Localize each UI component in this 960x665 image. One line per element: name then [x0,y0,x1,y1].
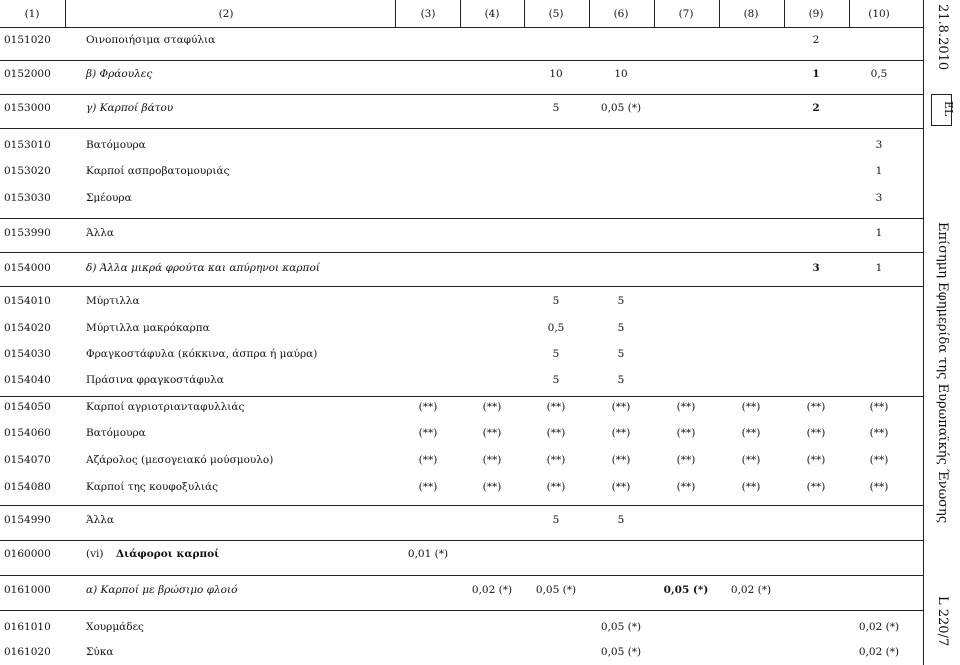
row-value-c6: 5 [617,348,625,360]
row-value-c6: 5 [617,514,625,526]
header-col-7: (7) [678,8,694,20]
row-value-c9: (**) [806,427,826,439]
row-value-c6: 10 [614,68,628,80]
journal-title: Επίσημη Εφημερίδα της Ευρωπαϊκής Ένωσης [934,222,950,524]
row-value-c6: 0,05 (*) [600,646,642,658]
row-value-c5: (**) [546,454,566,466]
row-name: Μύρτιλλα [86,295,140,307]
row-value-c5: 5 [552,374,560,386]
row-code: 0153020 [4,165,51,177]
row-value-c6: 0,05 (*) [600,102,642,114]
row-name: β) Φράουλες [86,68,153,80]
row-separator [0,128,923,129]
row-code: 0154000 [4,262,51,274]
row-separator [0,60,923,61]
row-code: 0160000 [4,548,51,560]
row-value-c10: 0,02 (*) [858,646,900,658]
row-value-c3: (**) [418,401,438,413]
row-name: δ) Άλλα μικρά φρούτα και απύρηνοι καρποί [86,262,320,274]
row-name: Βατόμουρα [86,139,146,151]
row-value-c5: (**) [546,401,566,413]
row-separator [0,286,923,287]
row-separator [0,575,923,576]
row-code: 0154060 [4,427,51,439]
row-value-c9: 2 [812,102,820,114]
row-separator [0,505,923,506]
row-value-c10: 1 [875,227,883,239]
row-value-c5: 5 [552,514,560,526]
row-value-c6: (**) [611,454,631,466]
row-value-c9: (**) [806,481,826,493]
header-col-6: (6) [613,8,629,20]
header-col-1: (1) [24,8,40,20]
row-value-c3: (**) [418,454,438,466]
row-code: 0154030 [4,348,51,360]
header-col-8: (8) [743,8,759,20]
row-value-c3: 0,01 (*) [407,548,449,560]
row-name: Καρποί αγριοτριανταφυλλιάς [86,401,245,413]
row-value-c10: 0,5 [870,68,888,80]
row-value-c5: 5 [552,348,560,360]
row-value-c4: (**) [482,481,502,493]
row-value-c8: 0,02 (*) [730,584,772,596]
row-code: 0153010 [4,139,51,151]
row-value-c5: 5 [552,295,560,307]
row-name: Σύκα [86,646,114,658]
row-value-c5: (**) [546,427,566,439]
row-value-c6: 5 [617,295,625,307]
table-header [0,0,923,28]
row-value-c7: (**) [676,427,696,439]
row-code: 0153000 [4,102,51,114]
row-code: 0154080 [4,481,51,493]
row-value-c8: (**) [741,401,761,413]
row-value-c9: 3 [812,262,820,274]
header-col-9: (9) [808,8,824,20]
row-value-c3: (**) [418,481,438,493]
row-code: 0161010 [4,621,51,633]
row-name: Οινοποιήσιμα σταφύλια [86,34,216,46]
row-separator [0,252,923,253]
row-name: Καρποί της κουφοξυλιάς [86,481,218,493]
row-code: 0152000 [4,68,51,80]
row-code: 0154020 [4,322,51,334]
row-value-c10: 0,02 (*) [858,621,900,633]
row-value-c6: 0,05 (*) [600,621,642,633]
row-value-c4: 0,02 (*) [471,584,513,596]
page-side-margin [923,0,960,665]
row-value-c5: (**) [546,481,566,493]
row-name: Άλλα [86,514,114,526]
row-name: Άλλα [86,227,114,239]
row-value-c6: (**) [611,427,631,439]
row-value-c4: (**) [482,454,502,466]
row-value-c3: (**) [418,427,438,439]
row-value-c6: (**) [611,401,631,413]
row-value-c10: 3 [875,139,883,151]
row-value-c10: (**) [869,454,889,466]
row-code: 0154990 [4,514,51,526]
row-value-c7: (**) [676,401,696,413]
row-name: γ) Καρποί βάτου [86,102,174,114]
language-box [931,94,955,126]
header-col-2: (2) [218,8,234,20]
row-code: 0154010 [4,295,51,307]
row-code: 0153990 [4,227,51,239]
row-code: 0151020 [4,34,51,46]
row-name-prefix: (vi) [86,548,104,560]
row-name: Διάφοροι καρποί [116,548,220,560]
row-code: 0161020 [4,646,51,658]
language-code: EL [941,101,955,117]
row-code: 0153030 [4,192,51,204]
row-value-c6: 5 [617,374,625,386]
row-code: 0154070 [4,454,51,466]
row-separator [0,610,923,611]
row-name: Σμέουρα [86,192,132,204]
row-name: Μύρτιλλα μακρόκαρπα [86,322,210,334]
row-value-c10: (**) [869,481,889,493]
header-col-3: (3) [420,8,436,20]
header-col-5: (5) [548,8,564,20]
row-value-c6: (**) [611,481,631,493]
row-value-c7: (**) [676,454,696,466]
row-code: 0154050 [4,401,51,413]
row-separator [0,94,923,95]
header-col-4: (4) [484,8,500,20]
row-value-c9: 2 [812,34,820,46]
row-value-c9: 1 [812,68,820,80]
row-value-c5: 10 [549,68,563,80]
row-value-c5: 5 [552,102,560,114]
row-value-c7: (**) [676,481,696,493]
row-name: Πράσινα φραγκοστάφυλα [86,374,224,386]
journal-date: 21.8.2010 [934,4,950,71]
row-value-c10: (**) [869,401,889,413]
header-col-10: (10) [868,8,890,20]
row-separator [0,218,923,219]
row-value-c8: (**) [741,454,761,466]
row-name: Βατόμουρα [86,427,146,439]
row-separator [0,396,923,397]
row-value-c9: (**) [806,454,826,466]
row-value-c4: (**) [482,427,502,439]
row-code: 0154040 [4,374,51,386]
row-value-c10: 1 [875,262,883,274]
row-code: 0161000 [4,584,51,596]
row-value-c5: 0,05 (*) [535,584,577,596]
row-value-c8: (**) [741,481,761,493]
row-value-c10: 1 [875,165,883,177]
row-name: Αζάρολος (μεσογειακό μούσμουλο) [86,454,274,466]
row-name: Φραγκοστάφυλα (κόκκινα, άσπρα ή μαύρα) [86,348,318,360]
row-value-c10: 3 [875,192,883,204]
row-value-c7: 0,05 (*) [663,584,709,596]
row-name: Καρποί ασπροβατομουριάς [86,165,230,177]
row-name: Χουρμάδες [86,621,144,633]
row-value-c4: (**) [482,401,502,413]
page-number: L 220/7 [934,596,950,647]
row-value-c8: (**) [741,427,761,439]
row-value-c5: 0,5 [547,322,565,334]
row-value-c10: (**) [869,427,889,439]
row-value-c6: 5 [617,322,625,334]
row-separator [0,540,923,541]
row-name: α) Καρποί με βρώσιμο φλοιό [86,584,238,596]
row-value-c9: (**) [806,401,826,413]
